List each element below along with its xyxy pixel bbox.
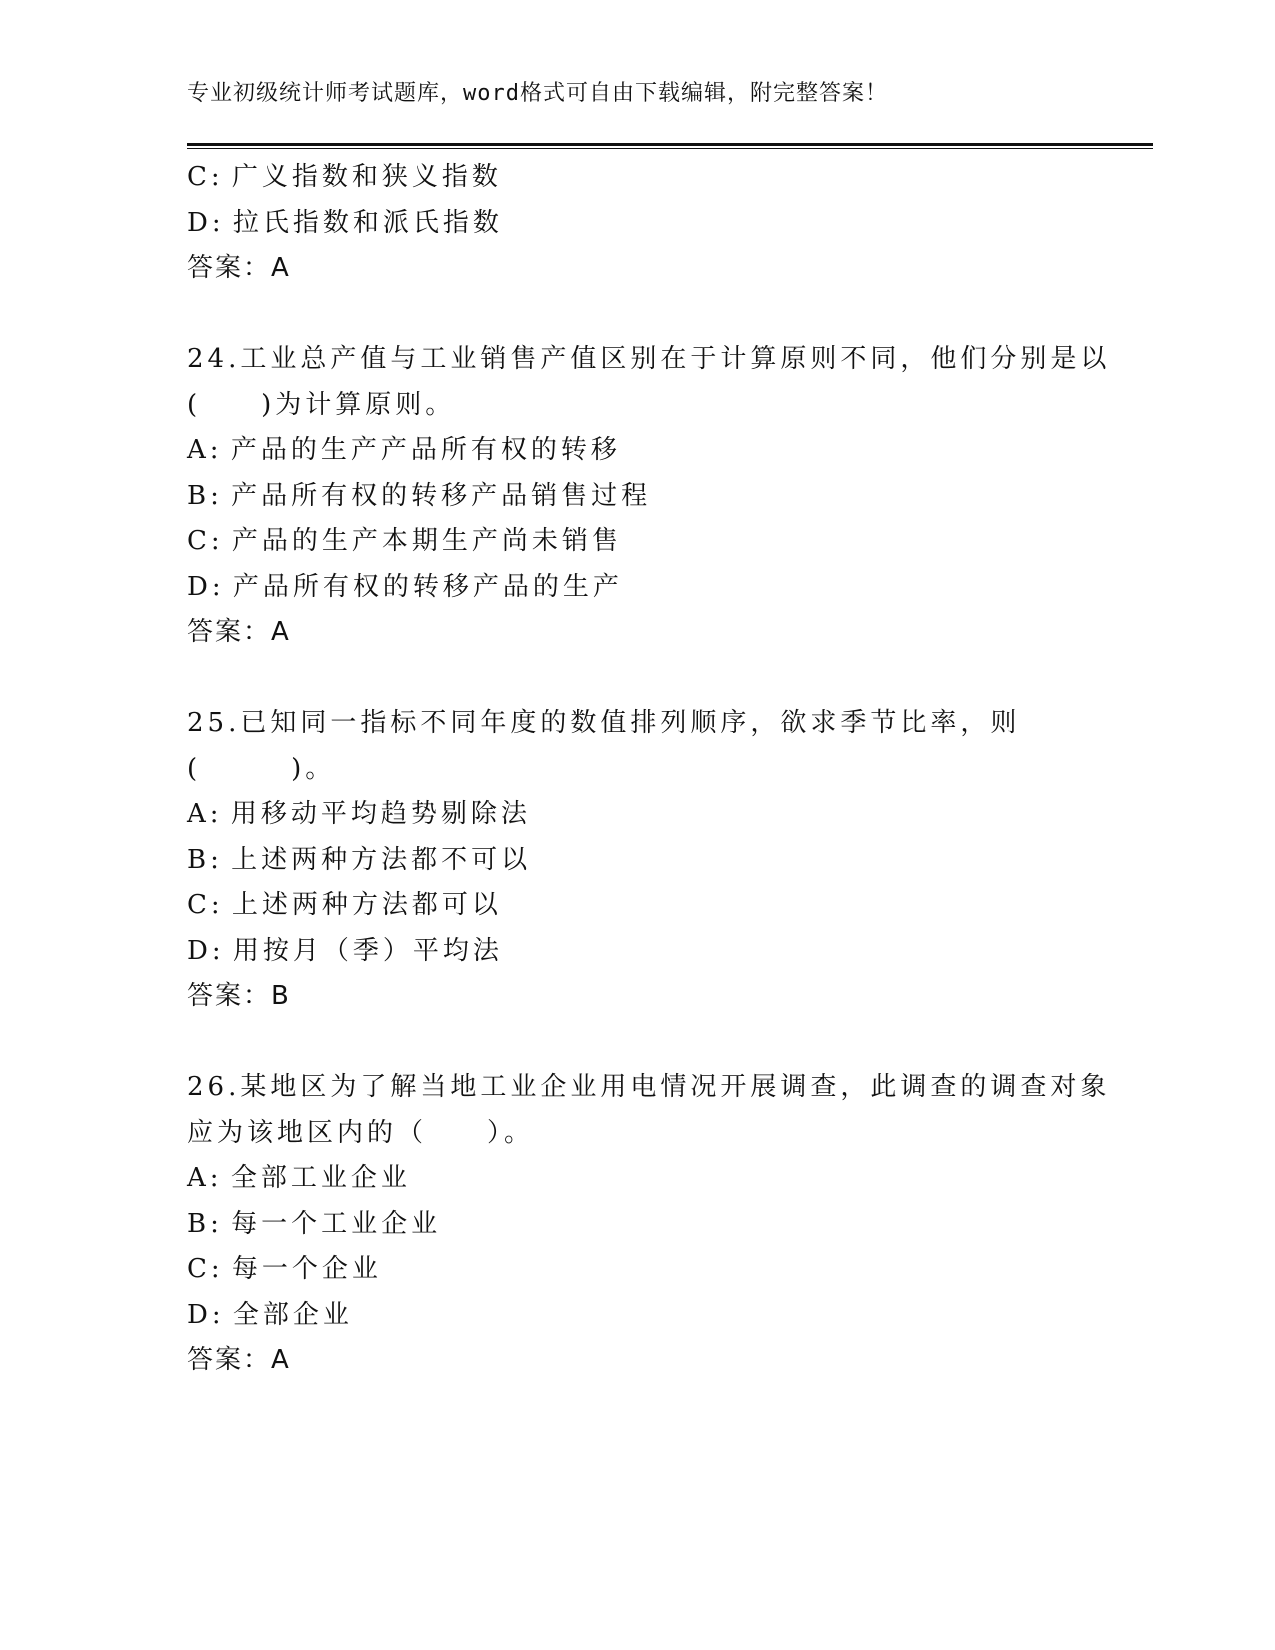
- answer-line: 答案：A: [187, 617, 291, 647]
- option-c: C: 广义指数和狭义指数: [187, 162, 502, 192]
- option-c: C: 产品的生产本期生产尚未销售: [187, 526, 622, 556]
- question-25: [187, 701, 1087, 1020]
- option-b: B: 每一个工业企业: [187, 1208, 442, 1239]
- option-b: B: 上述两种方法都不可以: [187, 844, 532, 875]
- option-b: B: 产品所有权的转移产品销售过程: [187, 480, 652, 511]
- option-d: D: 拉氏指数和派氏指数: [187, 207, 503, 238]
- option-a: A: 用移动平均趋势剔除法: [187, 799, 531, 829]
- answer-line: 答案：B: [187, 981, 291, 1011]
- question-stem-line: 24.工业总产值与工业销售产值区别在于计算原则不同，他们分别是以: [187, 344, 1111, 374]
- answer-line: 答案：A: [187, 253, 291, 283]
- option-c: C: 上述两种方法都可以: [187, 890, 502, 920]
- question-26: [187, 1065, 1111, 1384]
- option-a: A: 产品的生产产品所有权的转移: [187, 435, 621, 465]
- page-header: 专业初级统计师考试题库，word格式可自由下载编辑，附完整答案！: [187, 81, 888, 106]
- option-d: D: 产品所有权的转移产品的生产: [187, 571, 623, 602]
- question-stem-line: 26.某地区为了解当地工业企业用电情况开展调查，此调查的调查对象: [187, 1072, 1111, 1102]
- question-content: [187, 155, 1111, 1384]
- option-d: D: 用按月（季）平均法: [187, 935, 503, 966]
- spacer: [187, 292, 1087, 338]
- question-stem-line: 应为该地区内的（ ）。: [187, 1117, 535, 1148]
- question-stem-line: ( )。: [187, 753, 336, 784]
- question-stem-line: 25.已知同一指标不同年度的数值排列顺序，欲求季节比率，则: [187, 708, 1021, 738]
- answer-line: 答案：A: [187, 1345, 291, 1375]
- question-23-tail: [187, 155, 1087, 292]
- question-24: [187, 337, 1111, 656]
- question-stem-line: ( )为计算原则。: [187, 389, 456, 420]
- option-a: A: 全部工业企业: [187, 1163, 411, 1193]
- spacer: [187, 1020, 1087, 1066]
- spacer: [187, 656, 1087, 702]
- header-rule-thick: [187, 143, 1153, 146]
- option-d: D: 全部企业: [187, 1299, 353, 1330]
- header-rule-thin: [187, 148, 1153, 149]
- option-c: C: 每一个企业: [187, 1254, 382, 1284]
